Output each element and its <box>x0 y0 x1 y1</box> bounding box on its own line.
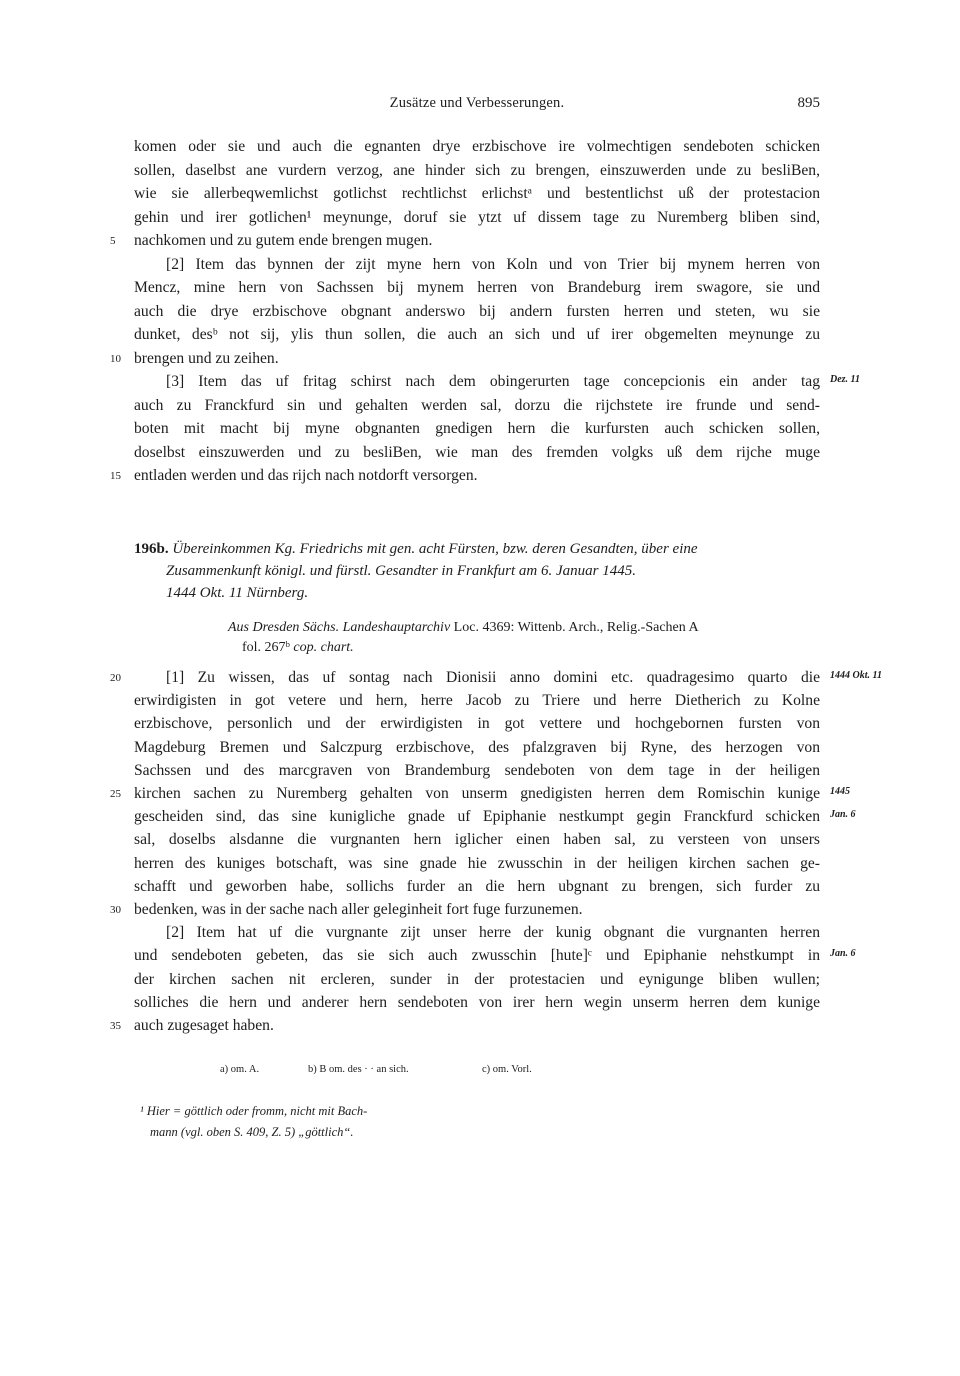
line-number: 35 <box>110 1020 121 1032</box>
text-line: [2] Item hat uf die vurgnante zijt unser herre der kunig obgnant die vurgnanten herren <box>166 924 820 942</box>
document-title-2: Zusammenkunft königl. und fürstl. Gesandter in Frankfurt am 6. Januar 1445. <box>166 563 636 579</box>
critical-apparatus <box>220 1064 620 1080</box>
text-line: herren des kuniges botschaft, was sine gnade hie zwusschin in der heiligen kirchen sachen ge- <box>134 854 820 872</box>
text-line: boten mit macht bij myne obgnanten gnedigen hern die kurfursten auch schicken sollen, <box>134 420 820 437</box>
line-number: 30 <box>110 904 121 916</box>
source-line <box>228 618 820 638</box>
text-line: entladen werden und das rijch nach notdorft versorgen. <box>134 467 478 484</box>
text-line: brengen und zu zeihen. <box>134 349 279 367</box>
document-title-1: Übereinkommen Kg. Friedrichs mit gen. acht Fürsten, bzw. deren Gesandten, über eine <box>172 541 698 557</box>
apparatus-note: c) om. Vorl. <box>482 1064 532 1075</box>
text-line: doselbst einszuwerden und zu besliBen, wie man des fremden volgks uß dem rijche muge <box>134 443 820 461</box>
text-line: der kirchen sachen nit ercleren, sunder in der protestacien und eynigunge bliben wullen; <box>134 970 820 988</box>
text-line: auch zugesaget haben. <box>134 1017 274 1034</box>
text-line: dunket, desᵇ not sij, ylis thun sollen, die auch an sich und uf irer obgemelten meynunge zu <box>134 326 820 343</box>
source-folio: fol. 267ᵇ <box>242 640 294 655</box>
text-line: bedenken, was in der sache nach aller geleginheit fort fuge furzunemen. <box>134 901 583 918</box>
text-line: auch zu Franckfurd sin und gehalten werden sal, dorzu die rijchstete ire frunde und send- <box>134 396 820 414</box>
line-number: 15 <box>110 470 121 482</box>
source-signature: Loc. 4369: Wittenb. Arch., Relig.-Sachen A <box>450 620 699 635</box>
apparatus-note: b) B om. des · · an sich. <box>308 1064 409 1075</box>
text-line: Mencz, mine hern von Sachssen bij mynem herren von Brandeburg irem swagore, sie und <box>134 279 820 296</box>
margin-date-note: Jan. 6 <box>830 809 856 821</box>
text-line: komen oder sie und auch die egnanten drye erzbischove ire volmechtigen sendeboten schicken <box>134 138 820 155</box>
margin-date-note: 1445 <box>830 786 850 797</box>
footnote-line: mann (vgl. oben S. 409, Z. 5) „göttlich“. <box>150 1125 354 1139</box>
page-number: 895 <box>797 95 820 111</box>
margin-date-note: Jan. 6 <box>830 948 856 960</box>
footnote <box>140 1101 470 1143</box>
text-line: auch die drye erzbischove obgnant anderswo bij andern fursten herren und steten, wu sie <box>134 302 820 320</box>
text-line: gehin und irer gotlichen¹ meynunge, doruf sie ytzt uf dissem tage zu Nuremberg bliben sind, <box>134 208 820 226</box>
apparatus-note: a) om. A. <box>220 1064 260 1075</box>
margin-date-note: Dez. 11 <box>830 374 860 385</box>
text-line: erwirdigisten in got vetere und hern, herre Jacob zu Triere und herre Dietherich zu Kolne <box>134 692 820 710</box>
text-line: sollen, daselbst ane vurdern verzog, ane hinder sich zu brengen, einszuwerden unde zu besliBen, <box>134 161 820 179</box>
document-title-line <box>134 560 834 582</box>
line-number: 20 <box>110 672 121 684</box>
source-note <box>228 618 820 658</box>
text-line: [1] Zu wissen, das uf sontag nach Dionisii anno domini etc. quadragesimo quarto die <box>166 669 820 686</box>
margin-date-note: 1444 Okt. 11 <box>830 670 882 681</box>
source-line <box>228 638 820 658</box>
text-line: [3] Item das uf fritag schirst nach dem obingerurten tage concepcionis ein ander tag <box>166 373 820 390</box>
text-line: kirchen sachen zu Nuremberg gehalten von unserm gnedigisten herren dem Romischin kunige <box>134 785 820 802</box>
text-line: schafft und geworben habe, sollichs furder an die hern ubgnant zu brengen, sich furder zu <box>134 877 820 895</box>
text-line: erzbischove, personlich und der erwirdigisten in got vettere und hochgebornen fursten von <box>134 715 820 733</box>
document-number: 196b. <box>134 541 169 557</box>
line-number: 5 <box>110 235 116 247</box>
running-head <box>134 95 820 115</box>
text-line: solliches die hern und anderer hern sendeboten von irer hern wegin unserm herren dem kunige <box>134 993 820 1011</box>
text-line: [2] Item das bynnen der zijt myne hern von Koln und von Trier bij mynem herren von <box>166 255 820 273</box>
text-line: sal, doselbs alsdanne die vurgnanten hern iglicher einen haben sal, zu versteen von unsers <box>134 831 820 849</box>
text-line: Magdeburg Bremen und Salczpurg erzbischove, des pfalzgraven bij Ryne, des herzogen von <box>134 738 820 756</box>
document-heading <box>134 538 834 604</box>
document-date-line <box>134 582 834 604</box>
footnote-line: ¹ Hier = göttlich oder fromm, nicht mit Bach- <box>140 1104 368 1118</box>
line-number: 10 <box>110 352 121 365</box>
source-archive: Aus Dresden Sächs. Landeshauptarchiv <box>228 620 451 635</box>
running-title: Zusätze und Verbesserungen. <box>389 95 565 111</box>
source-type: cop. chart. <box>293 640 354 655</box>
text-line: nachkomen und zu gutem ende brengen mugen. <box>134 232 433 249</box>
line-number: 25 <box>110 788 121 800</box>
text-line: Sachssen und des marcgraven von Brandemburg sendeboten von dem tage in der heiligen <box>134 761 820 779</box>
text-line: und sendeboten gebeten, das sie sich auch zwusschin [hute]ᶜ und Epiphanie nehstkumpt in <box>134 947 820 965</box>
document-date: 1444 Okt. 11 Nürnberg. <box>166 585 309 601</box>
document-title-line <box>134 538 834 560</box>
text-line: gescheiden sind, das sine kunigliche gnade uf Epiphanie nestkumpt gegin Franckfurd schicken <box>134 808 820 826</box>
text-line: wie sie allerbeqwemlichst gotlichst rechtlichst erlichstᵃ und bestentlichst uß der protestacion <box>134 185 820 202</box>
